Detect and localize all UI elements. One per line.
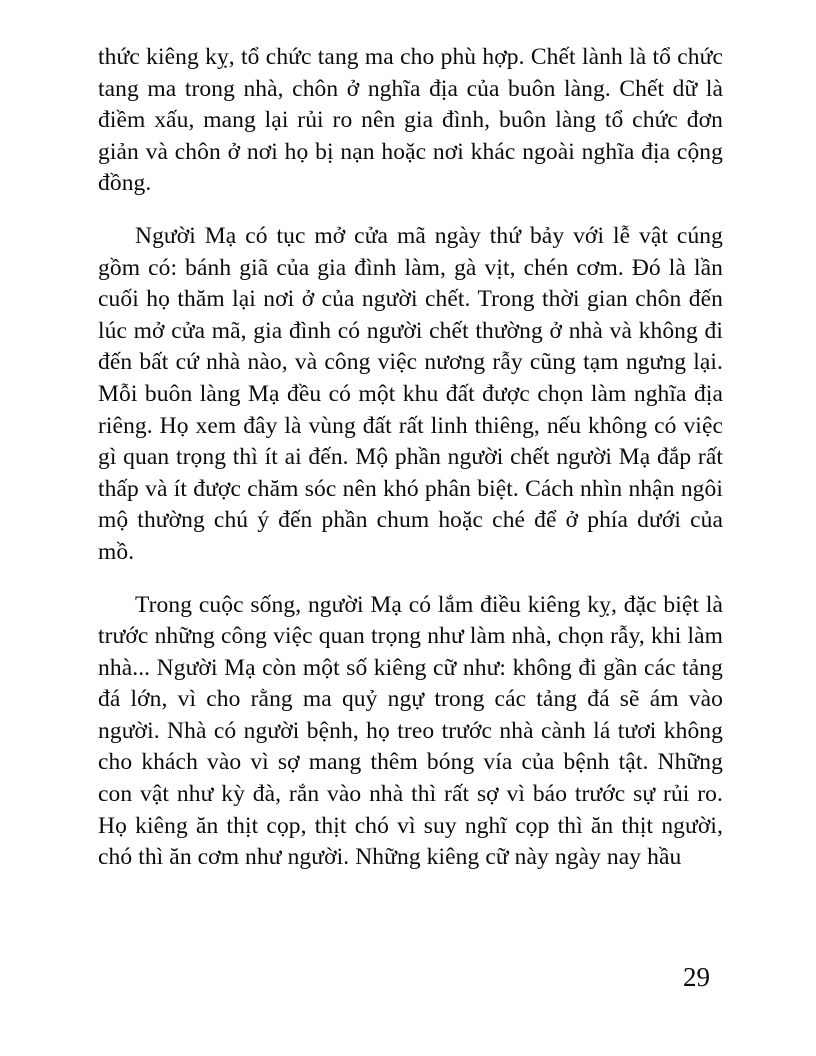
paragraph-2: Người Mạ có tục mở cửa mã ngày thứ bảy với lễ vật cúng gồm có: bánh giã của gia đình làm, gà vịt, chén cơm. Đó là lần cuối họ thăm lại nơi ở của người chết. Trong thời gian chôn đến lúc mở cửa mã, gia đình có người chết thường ở nhà và không đi đến bất cứ nhà nào, và công việc nương rẫy cũng tạm ngưng lại. Mỗi buôn làng Mạ đều có một khu đất được chọn làm nghĩa địa riêng. Họ xem đây là vùng đất rất linh thiêng, nếu không có việc gì quan trọng thì ít ai đến. Mộ phần người chết người Mạ đắp rất thấp và ít được chăm sóc nên khó phân biệt. Cách nhìn nhận ngôi mộ thường chú ý đến phần chum hoặc ché để ở phía dưới của mồ. [98,222,723,565]
paragraph-3: Trong cuộc sống, người Mạ có lắm điều kiêng kỵ, đặc biệt là trước những công việc quan trọng như làm nhà, chọn rẫy, khi làm nhà... Người Mạ còn một số kiêng cữ như: không đi gần các tảng đá lớn, vì cho rằng ma quỷ ngự trong các tảng đá sẽ ám vào người. Nhà có người bệnh, họ treo trước nhà cành lá tươi không cho khách vào vì sợ mang thêm bóng vía của bệnh tật. Những con vật như kỳ đà, rắn vào nhà thì rất sợ vì báo trước sự rủi ro. Họ kiêng ăn thịt cọp, thịt chó vì suy nghĩ cọp thì ăn thịt người, chó thì ăn cơm như người. Những kiêng cữ này ngày nay hầu [98,591,723,871]
body-text [98,42,723,874]
paragraph-1: thức kiêng kỵ, tổ chức tang ma cho phù hợp. Chết lành là tổ chức tang ma trong nhà, chôn ở nghĩa địa của buôn làng. Chết dữ là điềm xấu, mang lại rủi ro nên gia đình, buôn làng tổ chức đơn giản và chôn ở nơi họ bị nạn hoặc nơi khác ngoài nghĩa địa cộng đồng. [98,44,723,197]
page-number: 29 [683,962,710,992]
